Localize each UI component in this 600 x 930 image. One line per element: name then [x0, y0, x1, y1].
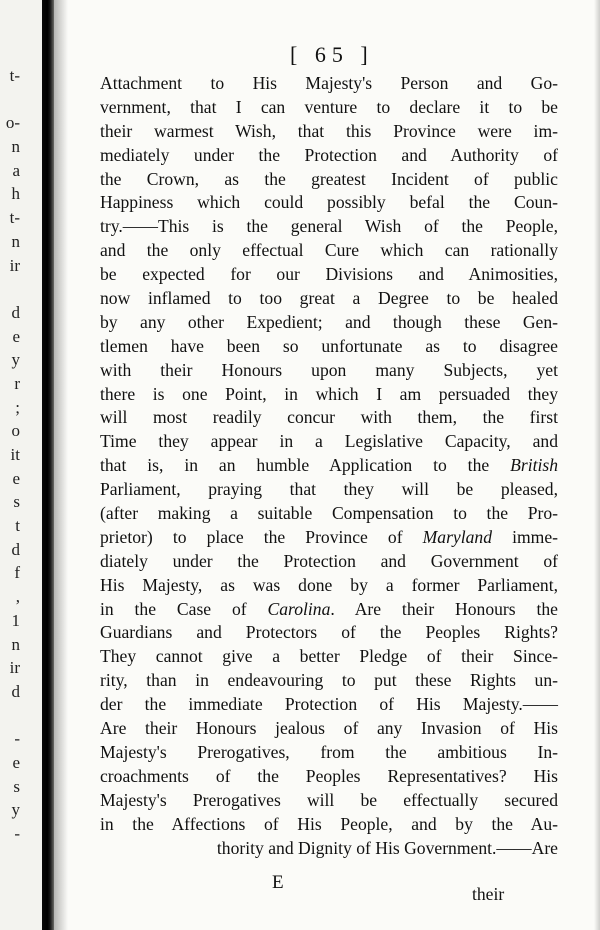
text-line: their warmest Wish, that this Province were im- — [100, 120, 558, 141]
facing-page-fragment: d — [11, 681, 20, 701]
facing-page-text-fragments — [0, 64, 22, 846]
text-line: tlemen have been so unfortunate as to disagree — [100, 335, 558, 356]
facing-page-fragment: n — [11, 231, 20, 251]
facing-page-fragment: h — [11, 184, 20, 204]
facing-page-fragment: , — [15, 587, 20, 607]
facing-page-fragment — [0, 88, 20, 112]
text-line: with their Honours upon many Subjects, yet — [100, 359, 558, 380]
text-line: mediately under the Protection and Authority of — [100, 144, 558, 165]
text-line: be expected for our Divisions and Animosities, — [100, 264, 558, 285]
text-line: They cannot give a better Pledge of their Since- — [100, 646, 558, 667]
text-line: rity, than in endeavouring to put these Rights un- — [100, 670, 558, 691]
text-line: Time they appear in a Legislative Capacity, and — [100, 431, 558, 452]
facing-page-fragment: t — [15, 516, 20, 536]
text-line: Are their Honours jealous of any Invasion of His — [100, 718, 558, 739]
facing-page-fragment: o- — [5, 113, 20, 133]
text-line: try.——This is the general Wish of the People, — [100, 216, 558, 237]
facing-page-fragment: - — [14, 729, 20, 749]
text-line: the Crown, as the greatest Incident of public — [100, 168, 558, 189]
catchword: their — [472, 884, 505, 904]
text-line: by any other Expedient; and though these Gen- — [100, 311, 558, 332]
facing-page-fragment: - — [14, 824, 20, 843]
facing-page-fragment — [0, 277, 20, 301]
text-line: Majesty's Prerogatives will be effectually secured — [100, 789, 558, 810]
body-text — [100, 72, 558, 860]
text-line: Attachment to His Majesty's Person and Go- — [100, 73, 558, 93]
text-line: thority and Dignity of His Government.——Are — [216, 837, 558, 858]
facing-page-fragment: n — [11, 137, 20, 157]
text-line: Happiness which could possibly befal the Coun- — [100, 192, 558, 213]
text-line: His Majesty, as was done by a former Parliament, — [100, 574, 558, 595]
text-line: that is, in an humble Application to the British — [100, 455, 558, 476]
facing-page-fragment: d — [11, 302, 20, 322]
facing-page-fragment: s — [13, 776, 20, 796]
facing-page-fragment: s — [13, 492, 20, 512]
text-line: Guardians and Protectors of the Peoples Rights? — [100, 622, 558, 643]
page-number: [ 65 ] — [290, 42, 374, 67]
facing-page-fragment: it — [10, 445, 20, 464]
facing-page-fragment: y — [11, 350, 20, 370]
facing-page-fragment: y — [11, 800, 20, 820]
text-line: will most readily concur with them, the first — [100, 407, 558, 428]
text-line: croachments of the Peoples Representatives? His — [100, 765, 558, 786]
facing-page-fragment: r — [14, 373, 20, 393]
facing-page-fragment: o — [11, 421, 20, 441]
facing-page-fragment: ir — [9, 255, 20, 275]
text-line: prietor) to place the Province of Maryland imme- — [100, 526, 559, 547]
facing-page-fragment: f — [14, 563, 20, 583]
facing-page-fragment — [0, 704, 20, 728]
text-line: now inflamed to too great a Degree to be healed — [100, 288, 558, 309]
page-edge-shadow — [594, 0, 600, 930]
text-line: der the immediate Protection of His Majesty.—— — [100, 694, 558, 715]
facing-page-fragment: 1 — [11, 610, 20, 630]
signature-mark: E — [272, 872, 284, 893]
facing-page-fragment: t- — [9, 208, 20, 228]
facing-page-fragment: e — [12, 326, 20, 346]
text-line: Parliament, praying that they will be pleased, — [100, 479, 558, 500]
text-line: in the Affections of His People, and by the Au- — [100, 813, 558, 834]
facing-page-fragment: n — [11, 634, 20, 654]
gutter-shadow — [54, 0, 68, 930]
text-line: (after making a suitable Compensation to the Pro- — [100, 503, 558, 524]
facing-page-fragment: ir — [9, 658, 20, 678]
text-line: and the only effectual Cure which can rationally — [100, 240, 558, 261]
facing-page-edge — [0, 0, 42, 930]
facing-page-fragment: d — [11, 539, 20, 559]
text-line: in the Case of Carolina. Are their Honours the — [100, 598, 558, 619]
book-gutter — [42, 0, 54, 930]
text-line: vernment, that I can venture to declare it to be — [100, 96, 558, 117]
text-line: there is one Point, in which I am persuaded they — [100, 383, 558, 404]
facing-page-fragment: e — [12, 752, 20, 772]
facing-page-fragment: e — [12, 468, 20, 488]
facing-page-fragment: a — [12, 160, 20, 180]
text-line: Majesty's Prerogatives, from the ambitious In- — [100, 741, 558, 762]
text-line: diately under the Protection and Government of — [100, 550, 558, 571]
facing-page-fragment: ; — [15, 397, 20, 417]
facing-page-fragment: t- — [9, 66, 20, 85]
